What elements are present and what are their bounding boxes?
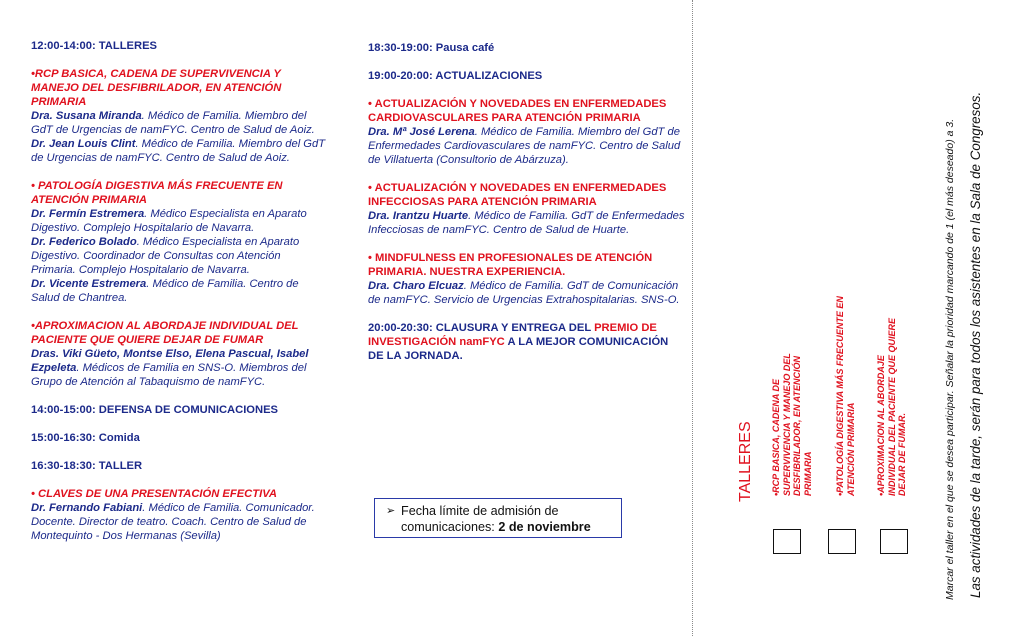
registration-title: TALLERES xyxy=(737,421,754,502)
speaker-desc: . Médico de Familia. Miembro del GdT de Urgencias de namFYC. Centro de Salud de Aoiz. xyxy=(31,110,315,136)
speaker-name: Dr. Fermín Estremera xyxy=(31,208,145,220)
speaker-entry xyxy=(31,207,327,235)
schedule-heading-talleres: 12:00-14:00: TALLERES xyxy=(31,40,158,52)
speaker-entry xyxy=(31,277,327,305)
closing-text: 20:00-20:30: CLAUSURA Y ENTREGA DEL xyxy=(368,322,595,334)
speaker-entry xyxy=(31,137,327,165)
speaker-desc: . Médico de Familia. GdT de Enfermedades Infecciosas de namFYC. Centro de Salud de Huarte. xyxy=(368,210,685,236)
taller-option-digestiva: •PATOLOGÍA DIGESTIVA MÁS FRECUENTE EN ATENCIÓN PRIMARIA xyxy=(835,296,856,496)
speaker-entry xyxy=(368,125,686,167)
instructions-note: Marcar el taller en el que se desea participar. Señalar la prioridad marcando de 1 (el más deseado) a 3. xyxy=(944,118,956,600)
closing-text-end: A LA MEJOR COMUNICACIÓN DE LA JORNADA. xyxy=(368,336,669,362)
speaker-desc: . Médico de Familia. Centro de Salud de Chantrea. xyxy=(31,278,299,304)
session-title: • ACTUALIZACIÓN Y NOVEDADES EN ENFERMEDADES INFECCIOSAS PARA ATENCIÓN PRIMARIA xyxy=(368,182,667,208)
schedule-heading-comunicaciones: 14:00-15:00: DEFENSA DE COMUNICACIONES xyxy=(31,404,279,416)
program-column-2 xyxy=(368,41,686,363)
taller-title: • PATOLOGÍA DIGESTIVA MÁS FRECUENTE EN ATENCIÓN PRIMARIA xyxy=(31,180,283,206)
speaker-entry xyxy=(31,235,327,277)
speaker-name: Dr. Federico Bolado xyxy=(31,236,137,248)
speaker-desc: . Médico de Familia. GdT de Comunicación de namFYC. Servicio de Urgencias Extrahospitalarias. SNS-O. xyxy=(368,280,680,306)
deadline-text xyxy=(401,503,615,535)
speaker-name: Dra. Charo Elcuaz xyxy=(368,280,464,292)
speaker-desc: . Médicos de Familia en SNS-O. Miembros del Grupo de Atención al Tabaquismo de namFYC. xyxy=(31,362,307,388)
taller-title: •RCP BASICA, CADENA DE SUPERVIVENCIA Y MANEJO DEL DESFIBRILADOR, EN ATENCIÓN PRIMARIA xyxy=(31,68,282,108)
arrow-bullet-icon: ➢ xyxy=(386,505,396,517)
deadline-notice xyxy=(374,498,622,538)
speaker-entry xyxy=(368,209,686,237)
speaker-name: Dr. Vicente Estremera xyxy=(31,278,147,290)
speaker-entry xyxy=(368,279,686,307)
taller-title: •APROXIMACION AL ABORDAJE INDIVIDUAL DEL PACIENTE QUE QUIERE DEJAR DE FUMAR xyxy=(31,320,299,346)
taller-option-rcp: •RCP BASICA, CADENA DE SUPERVIVENCIA Y MANEJO DEL DESFIBRILADOR, EN ATENCIÓN PRIMARIA xyxy=(771,353,813,496)
schedule-heading-pausa: 18:30-19:00: Pausa café xyxy=(368,42,495,54)
speaker-desc: . Médico Especialista en Aparato Digestivo. Complejo Hospitalario de Navarra. xyxy=(31,208,307,234)
speaker-entry xyxy=(31,501,327,543)
speaker-desc: . Médico de Familia. Miembro del GdT de Urgencias de namFYC. Centro de Salud de Aoiz. xyxy=(31,138,326,164)
fold-line xyxy=(692,0,693,636)
taller-rcp xyxy=(31,67,327,165)
speaker-name: Dr. Fernando Fabiani xyxy=(31,502,143,514)
schedule-heading-comida: 15:00-16:30: Comida xyxy=(31,432,140,444)
speaker-name: Dras. Viki Güeto, Montse Elso, Elena Pascual, Isabel Ezpeleta xyxy=(31,348,309,374)
deadline-date: 2 de noviembre xyxy=(498,520,591,534)
closing-session xyxy=(368,321,686,363)
priority-box-rcp[interactable] xyxy=(773,529,801,554)
award-name: PREMIO DE INVESTIGACIÓN namFYC xyxy=(368,322,657,348)
taller-title: • CLAVES DE UNA PRESENTACIÓN EFECTIVA xyxy=(31,488,277,500)
taller-digestiva xyxy=(31,179,327,305)
program-column-1 xyxy=(31,39,327,557)
session-title: • ACTUALIZACIÓN Y NOVEDADES EN ENFERMEDADES CARDIOVASCULARES PARA ATENCIÓN PRIMARIA xyxy=(368,98,667,124)
speaker-desc: . Médico Especialista en Aparato Digestivo. Coordinador de Consultas con Atención Primaria. Complejo Hospitalario de Navarra. xyxy=(31,236,300,276)
taller-tabaco xyxy=(31,319,327,389)
deadline-label: Fecha límite de admisión de comunicaciones: xyxy=(401,504,559,534)
speaker-name: Dra. Mª José Lerena xyxy=(368,126,475,138)
taller-presentacion xyxy=(31,487,327,543)
actualizacion-mindfulness xyxy=(368,251,686,307)
taller-option-tabaco: •APROXIMACION AL ABORDAJE INDIVIDUAL DEL PACIENTE QUE QUIERE DEJAR DE FUMAR. xyxy=(876,317,907,496)
session-title: • MINDFULNESS EN PROFESIONALES DE ATENCIÓN PRIMARIA. NUESTRA EXPERIENCIA. xyxy=(368,252,653,278)
schedule-heading-actualizaciones: 19:00-20:00: ACTUALIZACIONES xyxy=(368,70,543,82)
priority-box-tabaco[interactable] xyxy=(880,529,908,554)
speaker-desc: . Médico de Familia. Miembro del GdT de Enfermedades Cardiovasculares de namFYC. Centro de Salud de Villatuerta (Consultorio de Abárzuza). xyxy=(368,126,681,166)
afternoon-note: Las actividades de la tarde, serán para todos los asistentes en la Sala de Congresos. xyxy=(968,91,983,598)
priority-box-digestiva[interactable] xyxy=(828,529,856,554)
actualizacion-infecciosas xyxy=(368,181,686,237)
speaker-name: Dra. Irantzu Huarte xyxy=(368,210,469,222)
speaker-entry xyxy=(31,109,327,137)
speaker-name: Dra. Susana Miranda xyxy=(31,110,142,122)
speaker-name: Dr. Jean Louis Clint xyxy=(31,138,136,150)
actualizacion-cardio xyxy=(368,97,686,167)
schedule-heading-taller: 16:30-18:30: TALLER xyxy=(31,460,143,472)
speaker-desc: . Médico de Familia. Comunicador. Docente. Director de teatro. Coach. Centro de Salud de Montequinto - Dos Hermanas (Sevilla) xyxy=(31,502,315,542)
speaker-entry xyxy=(31,347,327,389)
